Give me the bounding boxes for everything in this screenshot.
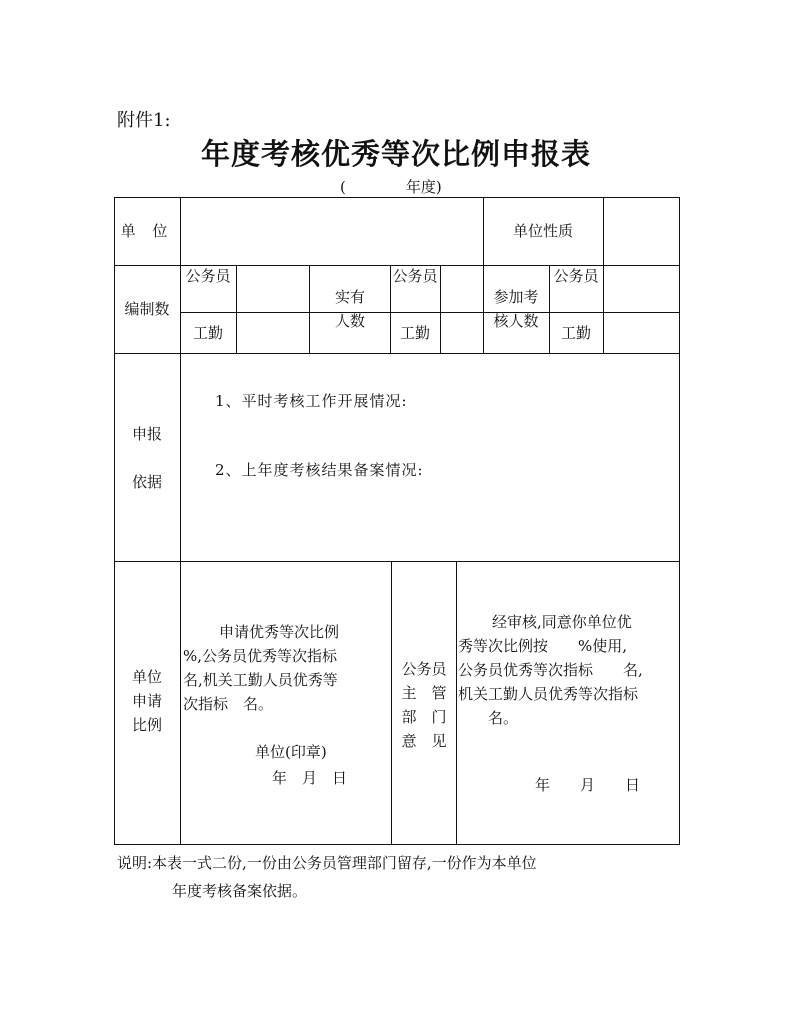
table-border-left bbox=[114, 197, 115, 845]
worker-label-3: 工勤 bbox=[560, 324, 591, 342]
dept-label-4: 意 见 bbox=[401, 732, 447, 750]
year-line bbox=[340, 176, 442, 197]
apply-line-3: 名,机关工勤人员优秀等 bbox=[183, 671, 338, 689]
civil-servant-label-1: 公务员 bbox=[185, 267, 231, 285]
ratio-label-3: 比例 bbox=[131, 716, 162, 734]
table-line bbox=[236, 265, 237, 354]
basis-item-1: 1、平时考核工作开展情况: bbox=[215, 392, 408, 410]
year-label: 年度) bbox=[405, 178, 442, 196]
review-line-5: 名。 bbox=[488, 709, 519, 727]
review-line-4: 机关工勤人员优秀等次指标 bbox=[458, 685, 639, 703]
staffing-label: 编制数 bbox=[124, 300, 170, 318]
worker-label-2: 工勤 bbox=[399, 324, 430, 342]
year-open: ( bbox=[340, 178, 346, 196]
table-line bbox=[456, 561, 457, 845]
table-border-top bbox=[114, 197, 680, 198]
unit-nature-label: 单位性质 bbox=[512, 222, 573, 240]
civil-servant-label-3: 公务员 bbox=[553, 267, 599, 285]
unit-label: 单 位 bbox=[120, 222, 174, 240]
ratio-label-1: 单位 bbox=[131, 668, 162, 686]
table-line bbox=[309, 265, 310, 354]
dept-label-2: 主 管 bbox=[401, 684, 447, 702]
page-title: 年度考核优秀等次比例申报表 bbox=[200, 137, 591, 171]
table-line bbox=[114, 561, 680, 562]
table-line bbox=[603, 197, 604, 354]
basis-label-1: 申报 bbox=[131, 425, 162, 443]
table-line bbox=[180, 312, 680, 313]
table-border-right bbox=[679, 197, 680, 845]
dept-label-3: 部 门 bbox=[401, 708, 447, 726]
civil-servant-label-2: 公务员 bbox=[392, 267, 438, 285]
table-border-bottom bbox=[114, 844, 680, 845]
ratio-label-2: 申请 bbox=[131, 692, 162, 710]
review-date: 年 月 日 bbox=[535, 776, 641, 794]
basis-item-2: 2、上年度考核结果备案情况: bbox=[215, 461, 424, 479]
table-line bbox=[180, 197, 181, 845]
exam-count-label: 参加考核人数 bbox=[493, 288, 539, 330]
table-line bbox=[114, 353, 680, 354]
review-line-3: 公务员优秀等次指标 名, bbox=[458, 661, 643, 679]
note-line-2: 年度考核备案依据。 bbox=[172, 882, 308, 900]
actual-count-label: 实有人数 bbox=[334, 288, 365, 330]
worker-label-1: 工勤 bbox=[192, 324, 223, 342]
dept-label-1: 公务员 bbox=[401, 660, 447, 678]
apply-line-2: %,公务员优秀等次指标 bbox=[183, 647, 338, 665]
review-line-1: 经审核,同意你单位优 bbox=[492, 613, 632, 631]
unit-seal-label: 单位(印章) bbox=[255, 743, 327, 761]
apply-date: 年 月 日 bbox=[272, 769, 348, 787]
apply-line-1: 申请优秀等次比例 bbox=[219, 623, 340, 641]
apply-line-4: 次指标 名。 bbox=[183, 695, 274, 713]
attachment-label: 附件1: bbox=[117, 110, 171, 131]
table-line bbox=[440, 265, 441, 354]
basis-label-2: 依据 bbox=[131, 473, 162, 491]
review-line-2: 秀等次比例按 %使用, bbox=[458, 637, 628, 655]
note-line-1: 说明:本表一式二份,一份由公务员管理部门留存,一份作为本单位 bbox=[117, 854, 537, 872]
